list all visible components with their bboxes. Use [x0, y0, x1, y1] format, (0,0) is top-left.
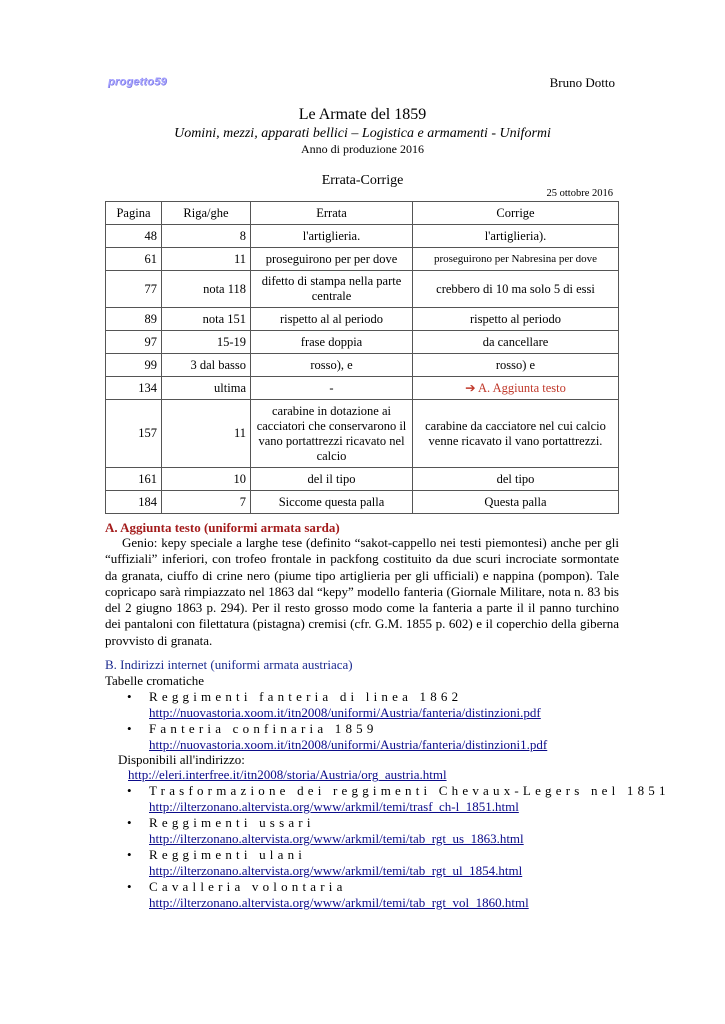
cell-corrige: rosso) e: [413, 354, 619, 377]
table-row: [106, 225, 619, 248]
cell-corrige: da cancellare: [413, 331, 619, 354]
production-year: Anno di produzione 2016: [301, 142, 424, 156]
cell-corrige: crebbero di 10 ma solo 5 di essi: [413, 271, 619, 308]
arrow-right-icon: ➔: [465, 380, 476, 395]
cell-errata: Siccome questa palla: [251, 491, 413, 514]
cell-corrige: carabine da cacciatore nel cui calcio venne ricavato il vano portattrezzi.: [413, 400, 619, 468]
cell-corrige: del tipo: [413, 468, 619, 491]
cell-riga: ultima: [162, 377, 251, 400]
cell-errata: frase doppia: [251, 331, 413, 354]
cell-corrige: proseguirono per Nabresina per dove: [413, 248, 619, 271]
cell-errata: rispetto al al periodo: [251, 308, 413, 331]
col-header-corrige: Corrige: [413, 202, 619, 225]
cell-riga: 7: [162, 491, 251, 514]
table-row: [106, 354, 619, 377]
cell-riga: 15-19: [162, 331, 251, 354]
cell-pagina: 77: [106, 271, 162, 308]
table-row: [106, 308, 619, 331]
cell-riga: nota 151: [162, 308, 251, 331]
list-item-label: Reggimenti ulani: [149, 847, 307, 862]
cell-errata: difetto di stampa nella parte centrale: [251, 271, 413, 308]
col-header-errata: Errata: [251, 202, 413, 225]
cell-riga: 11: [162, 400, 251, 468]
bullet-icon: •: [127, 689, 132, 704]
cell-errata: rosso), e: [251, 354, 413, 377]
cell-pagina: 48: [106, 225, 162, 248]
list-item-label: Cavalleria volontaria: [149, 879, 347, 894]
errata-title: Errata-Corrige: [321, 173, 404, 188]
cell-pagina: 99: [106, 354, 162, 377]
bullet-icon: •: [127, 879, 132, 894]
table-row: [106, 248, 619, 271]
col-header-riga: Riga/ghe: [162, 202, 251, 225]
list-item-label: Trasformazione dei reggimenti Chevaux-Legers nel 1851: [149, 783, 670, 798]
table-row: [106, 377, 619, 400]
bullet-icon: •: [127, 847, 132, 862]
link-url[interactable]: http://ilterzonano.altervista.org/www/arkmil/temi/tab_rgt_ul_1854.html: [149, 863, 523, 878]
cell-pagina: 61: [106, 248, 162, 271]
table-row: [106, 271, 619, 308]
cell-pagina: 161: [106, 468, 162, 491]
cell-errata: del il tipo: [251, 468, 413, 491]
bullet-icon: •: [127, 721, 132, 736]
table-row: [106, 331, 619, 354]
cell-riga: 8: [162, 225, 251, 248]
cell-errata: carabine in dotazione ai cacciatori che conservarono il vano portattrezzi ricavato nel calcio: [251, 400, 413, 468]
cell-corrige: rispetto al periodo: [413, 308, 619, 331]
document-date: 25 ottobre 2016: [546, 188, 613, 199]
corrige-link-text: A. Aggiunta testo: [478, 380, 566, 395]
list-item-label: Reggimenti ussari: [149, 815, 315, 830]
col-header-pagina: Pagina: [106, 202, 162, 225]
cell-errata: -: [251, 377, 413, 400]
cell-pagina: 184: [106, 491, 162, 514]
link-url[interactable]: http://nuovastoria.xoom.it/itn2008/uniformi/Austria/fanteria/distinzioni.pdf: [149, 705, 541, 720]
bullet-icon: •: [127, 815, 132, 830]
cell-riga: nota 118: [162, 271, 251, 308]
cell-riga: 11: [162, 248, 251, 271]
cell-corrige: l'artiglieria).: [413, 225, 619, 248]
table-header-row: [106, 202, 619, 225]
author-name: Bruno Dotto: [549, 75, 615, 90]
document-subtitle: Uomini, mezzi, apparati bellici – Logistica e armamenti - Uniformi: [174, 126, 551, 141]
section-a-body: Genio: kepy speciale a larghe tese (definito “sakot-cappello nei testi piemontesi) anche per gli “uffiziali” inferiori, con trofeo frontale in packfong costituito da due scuri incrociate sormontate da granata, ciuffo di crine nero (piume tipo artiglieria per gli ufficiali) e nappina (pompon). Tale copricapo sarà rimpiazzato nel 1863 dal “kepy” modello fanteria (Giornale Militare, nota n. 83 bis del 2 giugno 1863 p. 294). Per il resto grosso modo come la fanteria a parte il il panno turchino dei pantaloni con filettatura (pistagna) cremisi (cfr. G.M. 1855 p. 602) e il coperchio della giberna provvisto di granata.: [105, 535, 619, 648]
cell-corrige-link[interactable]: [413, 377, 619, 400]
available-label: Disponibili all'indirizzo:: [118, 752, 245, 767]
table-row: [106, 400, 619, 468]
link-url[interactable]: http://ilterzonano.altervista.org/www/arkmil/temi/tab_rgt_vol_1860.html: [149, 895, 529, 910]
document-title: Le Armate del 1859: [298, 106, 427, 123]
cell-pagina: 97: [106, 331, 162, 354]
table-row: [106, 491, 619, 514]
link-url[interactable]: http://ilterzonano.altervista.org/www/arkmil/temi/tab_rgt_us_1863.html: [149, 831, 524, 846]
section-b-heading: B. Indirizzi internet (uniformi armata austriaca): [105, 657, 353, 672]
bullet-icon: •: [127, 783, 132, 798]
cell-pagina: 134: [106, 377, 162, 400]
section-b-subheading: Tabelle cromatiche: [105, 673, 205, 688]
cell-pagina: 89: [106, 308, 162, 331]
cell-errata: l'artiglieria.: [251, 225, 413, 248]
logo: progetto59: [108, 76, 167, 88]
link-url[interactable]: http://nuovastoria.xoom.it/itn2008/uniformi/Austria/fanteria/distinzioni1.pdf: [149, 737, 548, 752]
cell-errata: proseguirono per per dove: [251, 248, 413, 271]
cell-corrige: Questa palla: [413, 491, 619, 514]
cell-riga: 3 dal basso: [162, 354, 251, 377]
link-url[interactable]: http://ilterzonano.altervista.org/www/arkmil/temi/trasf_ch-l_1851.html: [149, 799, 519, 814]
errata-table: [105, 201, 619, 514]
cell-riga: 10: [162, 468, 251, 491]
list-item-label: Fanteria confinaria 1859: [149, 721, 378, 736]
section-a-heading: A. Aggiunta testo (uniformi armata sarda): [105, 520, 340, 535]
link-url[interactable]: http://eleri.interfree.it/itn2008/storia/Austria/org_austria.html: [128, 767, 447, 782]
list-item-label: Reggimenti fanteria di linea 1862: [149, 689, 463, 704]
table-row: [106, 468, 619, 491]
cell-pagina: 157: [106, 400, 162, 468]
